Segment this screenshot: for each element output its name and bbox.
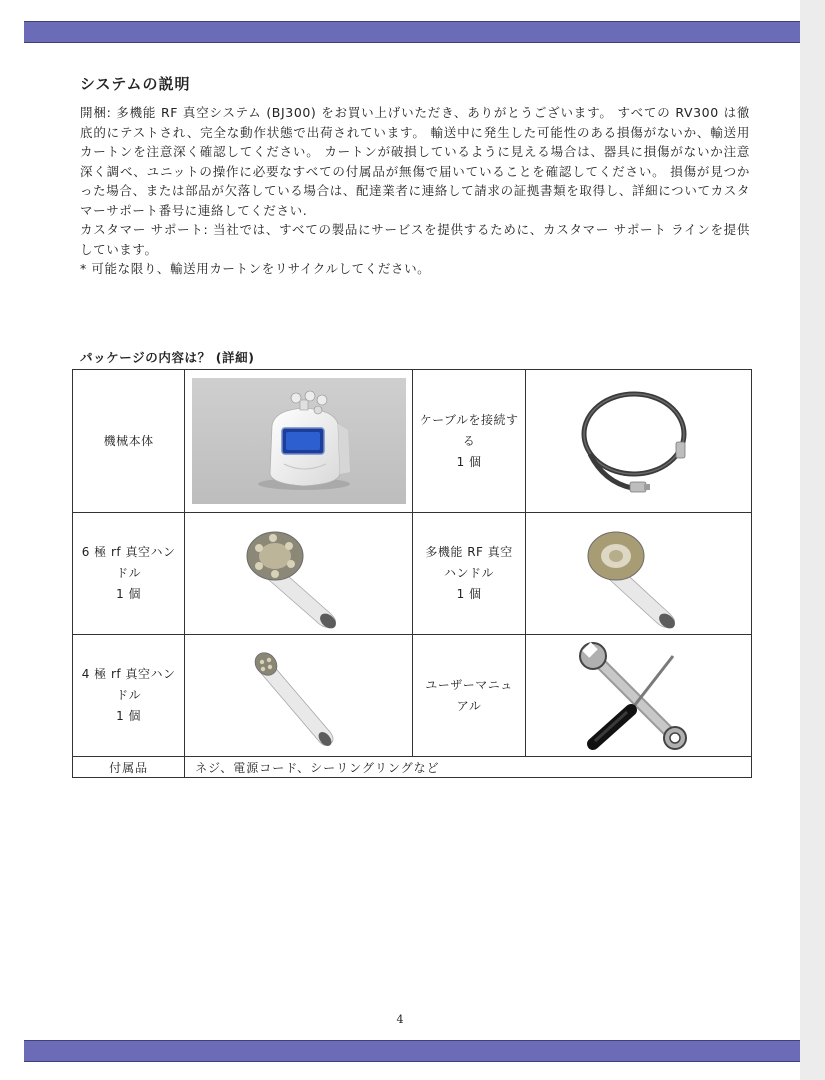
- header-band: [24, 21, 800, 43]
- four-pole-handle-label: 4 極 rf 真空ハンドル 1 個: [73, 635, 185, 757]
- six-pole-handle-qty: 1 個: [116, 587, 142, 601]
- footer-band: [24, 1040, 800, 1062]
- six-pole-handle-cell: [185, 513, 413, 635]
- table-row: [73, 370, 752, 513]
- intro-text: [80, 103, 750, 279]
- package-contents-heading: パッケージの内容は？ (詳細): [80, 350, 255, 365]
- cable-qty: 1 個: [456, 454, 482, 469]
- main-unit-label: 機械本体: [73, 370, 185, 513]
- page-number: 4: [396, 1013, 404, 1026]
- manual-label: ユーザーマニュアル: [413, 635, 525, 757]
- tools-icon: [573, 640, 703, 752]
- multi-rf-handle-photo: [578, 518, 698, 630]
- four-pole-handle-cell: [185, 635, 413, 757]
- support-paragraph: カスタマー サポート: 当社では、すべての製品にサービスを提供するために、カスタマー サポート ラインを提供しています。: [80, 222, 750, 257]
- four-pole-handle-qty: 1 個: [116, 709, 142, 723]
- main-unit-photo: [192, 378, 406, 504]
- six-pole-handle-photo: [239, 518, 359, 630]
- package-contents-table: [72, 369, 752, 778]
- six-pole-handle-label: 6 極 rf 真空ハンドル 1 個: [73, 513, 185, 635]
- recycle-note: * 可能な限り、輸送用カートンをリサイクルしてください。: [80, 261, 431, 276]
- multi-rf-handle-label: 多機能 RF 真空ハンドル 1 個: [413, 513, 525, 635]
- cable-photo: [568, 378, 708, 504]
- table-row: [73, 513, 752, 635]
- multi-rf-handle-qty: 1 個: [456, 587, 482, 601]
- multi-rf-handle-cell: [525, 513, 751, 635]
- manual-cell: [525, 635, 751, 757]
- main-unit-cell: [185, 370, 413, 513]
- cable-cell: [525, 370, 751, 513]
- cable-label: ケーブルを接続する 1 個: [413, 370, 525, 513]
- table-row: [73, 757, 752, 778]
- accessories-label: 付属品: [73, 757, 185, 778]
- table-row: [73, 635, 752, 757]
- accessories-value: ネジ、電源コード、シーリングリングなど: [185, 757, 752, 778]
- four-pole-handle-photo: [244, 640, 354, 752]
- unpacking-paragraph: 開梱: 多機能 RF 真空システム (BJ300) をお買い上げいただき、ありがとうございます。 すべての RV300 は徹底的にテストされ、完全な動作状態で出荷されています。 輸送中に発生した可能性のある損傷がないか、輸送用カートンを注意深く確認してください。 カートンが破損しているように見える場合は、器具に損傷がないか注意深く調べ、ユニットの操作に必要なすべての付属品が無傷で届いていることを確認してください。 損傷が見つかった場合、または部品が欠落している場合は、配達業者に連絡して請求の証拠書類を取得し、詳細についてカスタマーサポート番号に連絡してください.: [80, 105, 750, 218]
- page-heading: システムの説明: [80, 75, 191, 93]
